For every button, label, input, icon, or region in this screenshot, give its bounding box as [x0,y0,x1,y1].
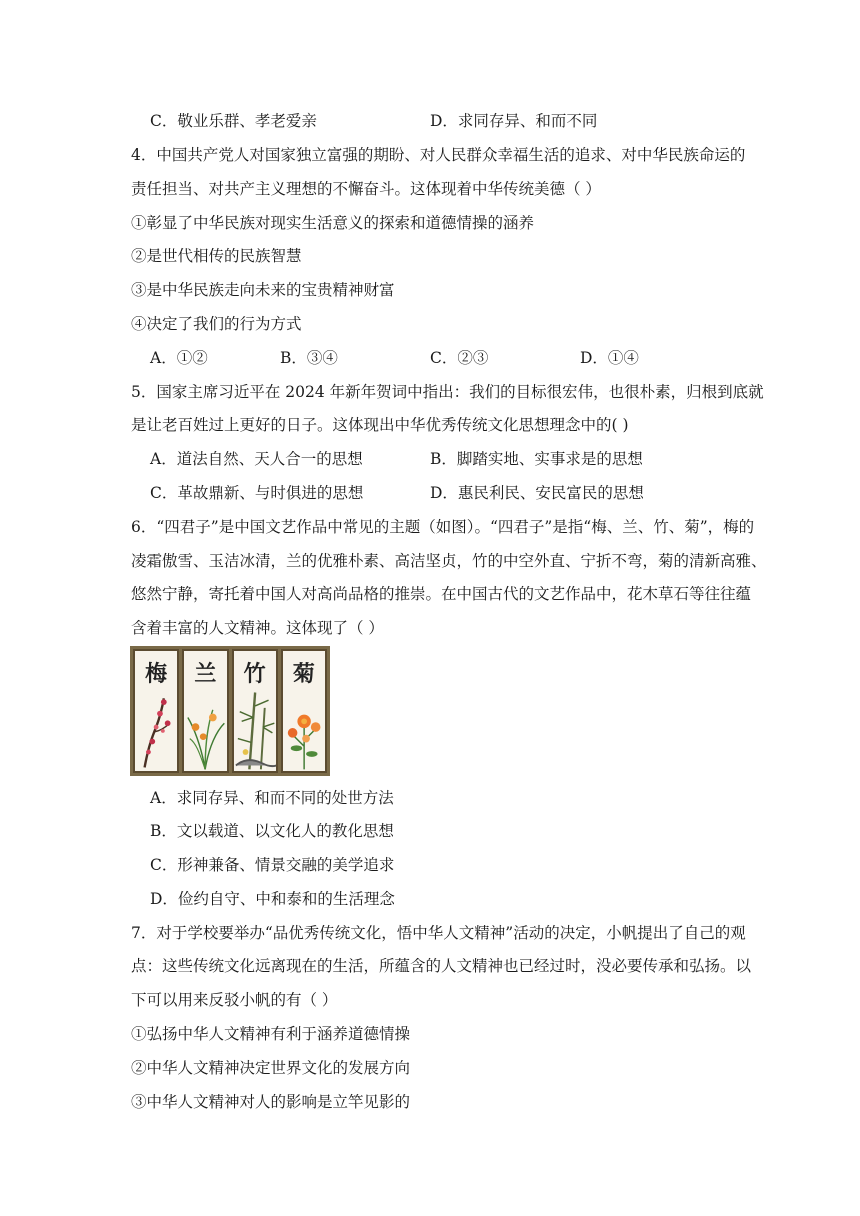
bamboo-icon [234,687,276,771]
q4-option-c: C．②③ [430,349,489,367]
q3-option-c: C．敬业乐群、孝老爱亲 [150,112,317,130]
q4-stem-line-1: 4．中国共产党人对国家独立富强的期盼、对人民群众幸福生活的追求、对中华民族命运的 [131,146,746,164]
q3-option-d: D．求同存异、和而不同 [430,112,598,130]
panel-chrysanthemum-char: 菊 [292,661,315,687]
q5-option-c: C．革故鼎新、与时俱进的思想 [150,484,364,502]
q5-option-a: A．道法自然、天人合一的思想 [150,450,363,468]
q7-item-1: ①弘扬中华人文精神有利于涵养道德情操 [131,1025,411,1043]
q6-option-c: C．形神兼备、情景交融的美学追求 [150,856,395,874]
panel-bamboo [232,649,278,773]
q4-option-a: A．①② [150,349,208,367]
q6-stem-line-1: 6．“四君子”是中国文艺作品中常见的主题（如图）。“四君子”是指“梅、兰、竹、菊”，梅的 [131,518,755,536]
q6-option-a: A．求同存异、和而不同的处世方法 [150,789,394,807]
q4-option-b: B．③④ [280,349,338,367]
q4-item-4: ④决定了我们的行为方式 [131,315,302,333]
q6-stem-line-3: 悠然宁静，寄托着中国人对高尚品格的推崇。在中国古代的文艺作品中，花木草石等往往蕴 [131,585,752,603]
q5-option-d: D．惠民利民、安民富民的思想 [430,484,644,502]
q6-option-b: B．文以载道、以文化人的教化思想 [150,822,394,840]
q4-item-3: ③是中华民族走向未来的宝贵精神财富 [131,281,395,299]
panel-bamboo-char: 竹 [243,661,266,687]
q7-stem-line-2: 点：这些传统文化远离现在的生活，所蕴含的人文精神也已经过时，没必要传承和弘扬。以 [131,957,752,975]
four-gentlemen-painting [130,646,330,776]
q5-option-b: B．脚踏实地、实事求是的思想 [430,450,643,468]
q4-item-2: ②是世代相传的民族智慧 [131,247,302,265]
q5-stem-line-2: 是让老百姓过上更好的日子。这体现出中华优秀传统文化思想理念中的( ) [131,416,629,434]
q7-item-3: ③中华人文精神对人的影响是立竿见影的 [131,1093,411,1111]
panel-chrysanthemum [281,649,327,773]
q7-stem-line-3: 下可以用来反驳小帆的有（ ） [131,991,338,1009]
q4-item-1: ①彰显了中华民族对现实生活意义的探索和道德情操的涵养 [131,214,535,232]
q4-option-d: D．①④ [580,349,639,367]
plum-blossom-icon [135,687,177,771]
panel-plum-char: 梅 [145,661,168,687]
q6-stem-line-2: 凌霜傲雪、玉洁冰清，兰的优雅朴素、高洁坚贞，竹的中空外直、宁折不弯，菊的清新高雅、 [131,552,767,570]
q6-option-d: D．俭约自守、中和泰和的生活理念 [150,890,395,908]
orchid-icon [184,687,226,771]
q6-stem-line-4: 含着丰富的人文精神。这体现了（ ） [131,619,384,637]
panel-orchid-char: 兰 [194,661,217,687]
chrysanthemum-icon [283,687,325,771]
q5-stem-line-1: 5．国家主席习近平在 2024 年新年贺词中指出：我们的目标很宏伟，也很朴素，归根到底就 [131,383,764,401]
panel-plum [133,649,179,773]
q7-item-2: ②中华人文精神决定世界文化的发展方向 [131,1059,411,1077]
q4-stem-line-2: 责任担当、对共产主义理想的不懈奋斗。这体现着中华传统美德（ ） [131,180,601,198]
q7-stem-line-1: 7．对于学校要举办“品优秀传统文化，悟中华人文精神”活动的决定，小帆提出了自己的观 [131,924,746,942]
panel-orchid [182,649,228,773]
